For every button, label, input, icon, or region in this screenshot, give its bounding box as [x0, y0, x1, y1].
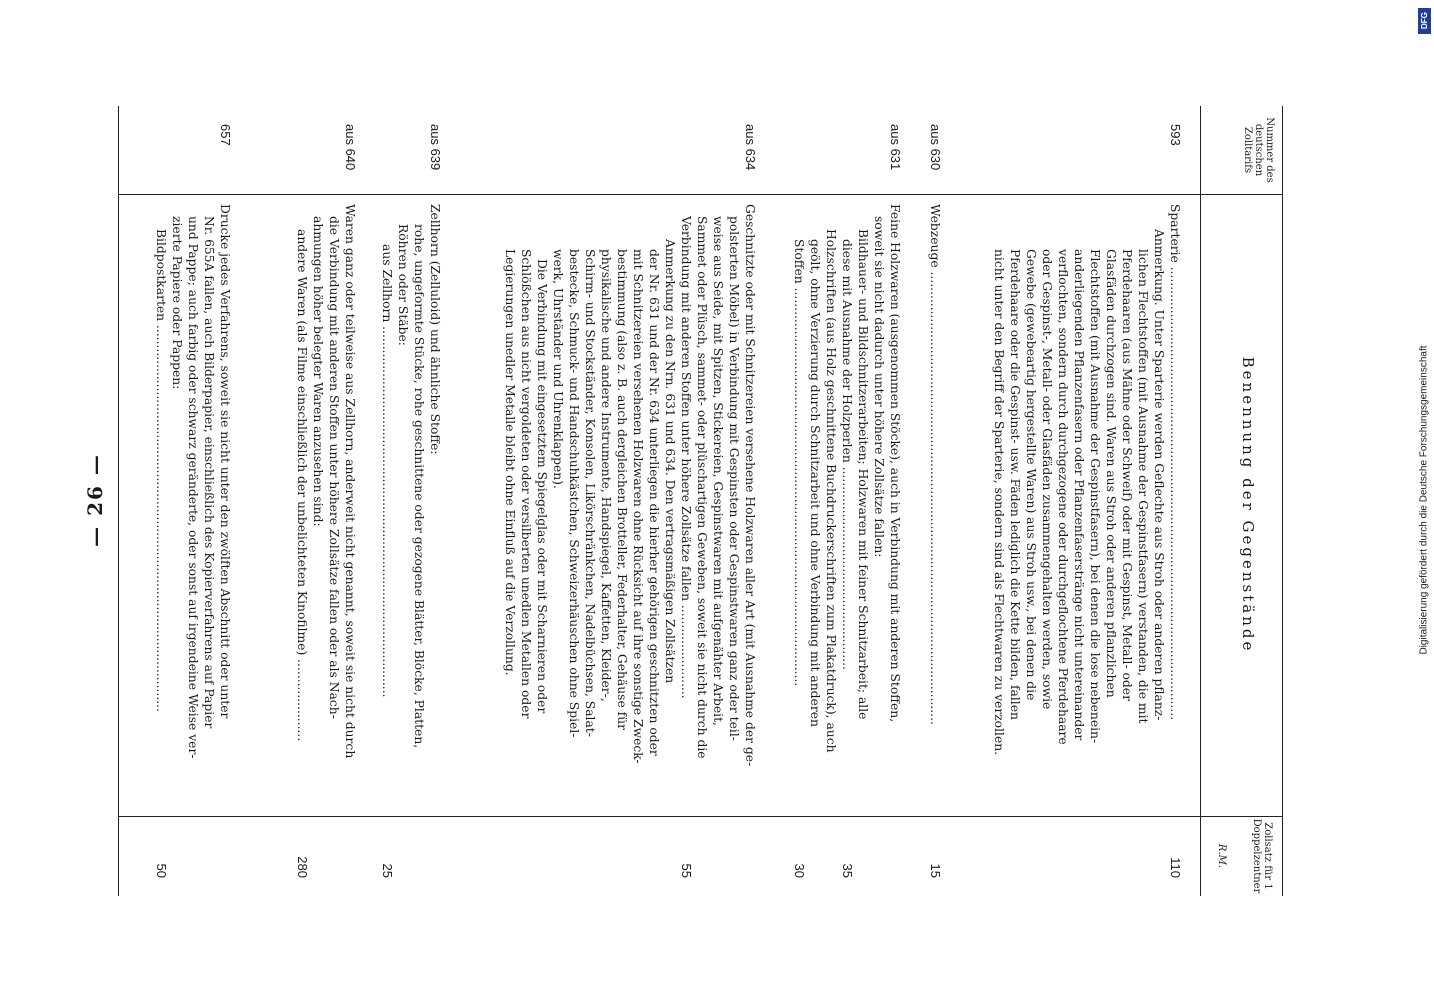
row-text-line: Legierungen unedler Metalle bleibt ohne Einfluß auf die Verzollung.: [503, 249, 517, 676]
row-text-line: ahmungen höher belegter Waren anzusehen sind:: [311, 216, 325, 527]
table-top-rule: [1282, 106, 1283, 896]
table-bottom-rule: [118, 106, 119, 896]
row-text-line: Glasfäden durchzogen sind. Waren aus Stroh oder anderen pflanzlichen: [1104, 249, 1118, 698]
row-text-line: Anmerkung. Unter Sparterie werden Geflechte aus Stroh oder anderen pflanz-: [1152, 229, 1166, 721]
row-text-line: polsterten Möbel) in Verbindung mit Gespinsten oder Gespinstwaren ganz oder teil-: [727, 216, 741, 741]
row-text-line: andere Waren (als Filme einschließlich der unbelichteten Kinofilme) .....................: [295, 229, 309, 742]
row-text-line: verflochten, sondern durch durchgezogene oder durchgeflochtene Pferdehaare: [1056, 249, 1070, 745]
row-text-line: bestecke, Schmuck- und Handschuhkästchen, Schweizerhäuschen ohne Spiel-: [567, 249, 581, 738]
row-text-line: Nr. 655A fallen, auch Bilderpapier, einschließlich des Kopierverfahrens auf Papier: [202, 216, 216, 729]
header-rate: Zollsatz für 1 Doppelzentner: [1251, 818, 1273, 894]
header-designation: Benennung der Gegenstände: [1239, 356, 1257, 654]
row-rate: 55: [679, 863, 694, 878]
row-text-line: Bildpostkarten ...................................................................................................: [154, 229, 168, 712]
row-rate: 35: [840, 863, 855, 878]
row-number: aus 639: [428, 124, 443, 171]
row-text-line: der Nr. 631 und der Nr. 634 unterliegen die hierher gehörigen geschnitzten oder: [647, 249, 661, 756]
row-text-line: nicht unter den Begriff der Sparterie, sondern sind als Flechtwaren zu verzollen.: [992, 249, 1006, 756]
row-text-line: die Verbindung mit anderen Stoffen unter höhere Zollsätze fallen oder als Nach-: [327, 216, 341, 719]
row-text-line: Pferdehaare oder die Gespinst- usw. Fäden lediglich die Kette bilden, fallen: [1008, 249, 1022, 720]
header-bottom-rule: [1200, 106, 1201, 896]
row-text-line: diese mit Ausnahme der Holzperlen ....................................................: [840, 239, 854, 670]
row-text-line: lichen Flechtstoffen (mit Ausnahme der Gespinstfasern) verstanden, die mit: [1136, 249, 1150, 724]
row-rate: 30: [792, 863, 807, 878]
column-divider-right: [119, 816, 1283, 817]
row-number: aus 634: [743, 124, 758, 171]
row-text-line: Schirm- und Stockständer, Konsolen, Likörschränkchen, Nadelbüchsen, Salat-: [583, 249, 597, 737]
row-text-line: Verbindung mit anderen Stoffen unter höhere Zollsätze fallen ........................: [679, 216, 693, 699]
row-text-line: Flechtstoffen (mit Ausnahme der Gespinstfasern), bei denen die lose nebenein-: [1088, 249, 1102, 744]
row-text-line: bestimmung (also z. B. auch dergleichen Brotteller, Federhalter, Gehäuse für: [615, 249, 629, 731]
row-text-line: Bildhauer- und Bildschnitzerarbeiten; Holzwaren mit feiner Schnitzarbeit; alle: [856, 229, 870, 720]
row-text-line: zierte Papiere oder Pappen:: [170, 216, 184, 390]
row-text-line: physikalische und andere Instrumente, Handspiegel, Kaffetten, Kleider-,: [599, 249, 613, 702]
dfg-logo: DFG: [1418, 8, 1431, 34]
row-text-line: soweit sie nicht dadurch unter höhere Zollsätze fallen:: [872, 216, 886, 558]
row-number: aus 640: [343, 124, 358, 171]
row-rate: 25: [380, 863, 395, 878]
row-number: aus 630: [928, 124, 943, 171]
row-number: 657: [218, 124, 233, 146]
row-rate: 280: [295, 856, 310, 878]
row-rate: 15: [928, 863, 943, 878]
row-text-line: Feine Holzwaren (ausgenommen Stöcke), auch in Verbindung mit anderen Stoffen,: [888, 204, 902, 723]
row-text-line: Waren ganz oder teilweise aus Zellhorn, anderweit nicht genannt, soweit sie nicht durch: [343, 204, 357, 759]
row-text-line: Gewebe (gewebeartig hergestellte Waren) aus Stroh usw., bei denen die: [1024, 249, 1038, 701]
tariff-table: [119, 106, 1283, 896]
row-text-line: Drucke jedes Verfahrens, soweit sie nicht unter den zwölften Abschnitt oder unter: [218, 204, 232, 719]
row-text-line: Schlößchen aus nicht vergoldeten oder versilberten unedlen Metallen oder: [519, 249, 533, 719]
column-divider-left: [119, 194, 1283, 195]
row-text-line: Geschnitzte oder mit Schnitzereien versehene Holzwaren aller Art (mit Ausnahme der ge-: [743, 204, 757, 767]
row-text-line: Die Verbindung mit eingesetztem Spiegelglas oder mit Scharnieren oder: [535, 259, 549, 714]
row-text-line: Stoffen ......................................................................................................: [792, 239, 806, 687]
row-text-line: weise aus Seide, mit Spitzen, Stickereien, Gespinstwaren mit aufgenähter Arbeit,: [711, 216, 725, 726]
row-text-line: Röhren oder Stäbe:: [396, 224, 410, 346]
page-number: — 26 —: [83, 453, 107, 547]
row-text-line: und Pappe; auch farbig oder schwarz geränderte, oder sonst auf irgendeine Weise ver-: [186, 216, 200, 759]
row-text-line: Webzeuge ....................................................................................................................: [928, 204, 942, 725]
row-text-line: werk, Uhrständer und Uhrenklappen).: [551, 249, 565, 489]
row-rate: 50: [154, 863, 169, 878]
row-rate: 110: [1168, 857, 1183, 878]
row-text-line: Sparterie ....................................................................................................................: [1168, 204, 1182, 721]
row-text-line: Zellhorn (Zelluloid) und ähnliche Stoffe:: [428, 204, 442, 455]
row-text-line: Sammet oder Plüsch, sammet- oder plüschartigen Geweben, soweit sie nicht durch die: [695, 216, 709, 759]
row-text-line: anderliegenden Pflanzenfasern oder Pflanzenfaserstränge nicht untereinander: [1072, 249, 1086, 741]
header-number: Nummer des deutschen Zolltarifs: [1242, 117, 1275, 183]
row-number: aus 631: [888, 124, 903, 171]
row-number: 593: [1168, 124, 1183, 146]
row-text-line: oder Gespinst-, Metall- oder Glasfäden zusammengehalten werden, sowie: [1040, 249, 1054, 710]
row-text-line: aus Zellhorn ...............................................................................................: [380, 244, 394, 698]
row-text-line: Anmerkung zu den Nrn. 631 und 634. Den vertragsmäßigen Zollsätzen: [663, 239, 677, 684]
dfg-credit: Digitalisierung gefördert durch die Deutsche Forschungsgemeinschaft: [1418, 345, 1430, 655]
row-text-line: Holzschriften (aus Holz geschnittene Buchdruckerschriften zum Plakatdruck), auch: [824, 229, 838, 753]
header-rate-unit: R.M.: [1216, 843, 1227, 869]
row-text-line: mit Schnitzereien versehenen Holzwaren ohne Rücksicht auf ihre sonstige Zweck-: [631, 249, 645, 764]
row-text-line: geölt, ohne Verzierung durch Schnitzarbeit und ohne Verbindung mit anderen: [808, 239, 822, 727]
row-text-line: Pferdehaaren (aus Mähne oder Schweif) oder mit Gespinst, Metall- oder: [1120, 249, 1134, 701]
row-text-line: rohe, ungeformte Stücke, rohe geschnittene oder gezogene Blätter, Blöcke, Platten,: [412, 224, 426, 749]
